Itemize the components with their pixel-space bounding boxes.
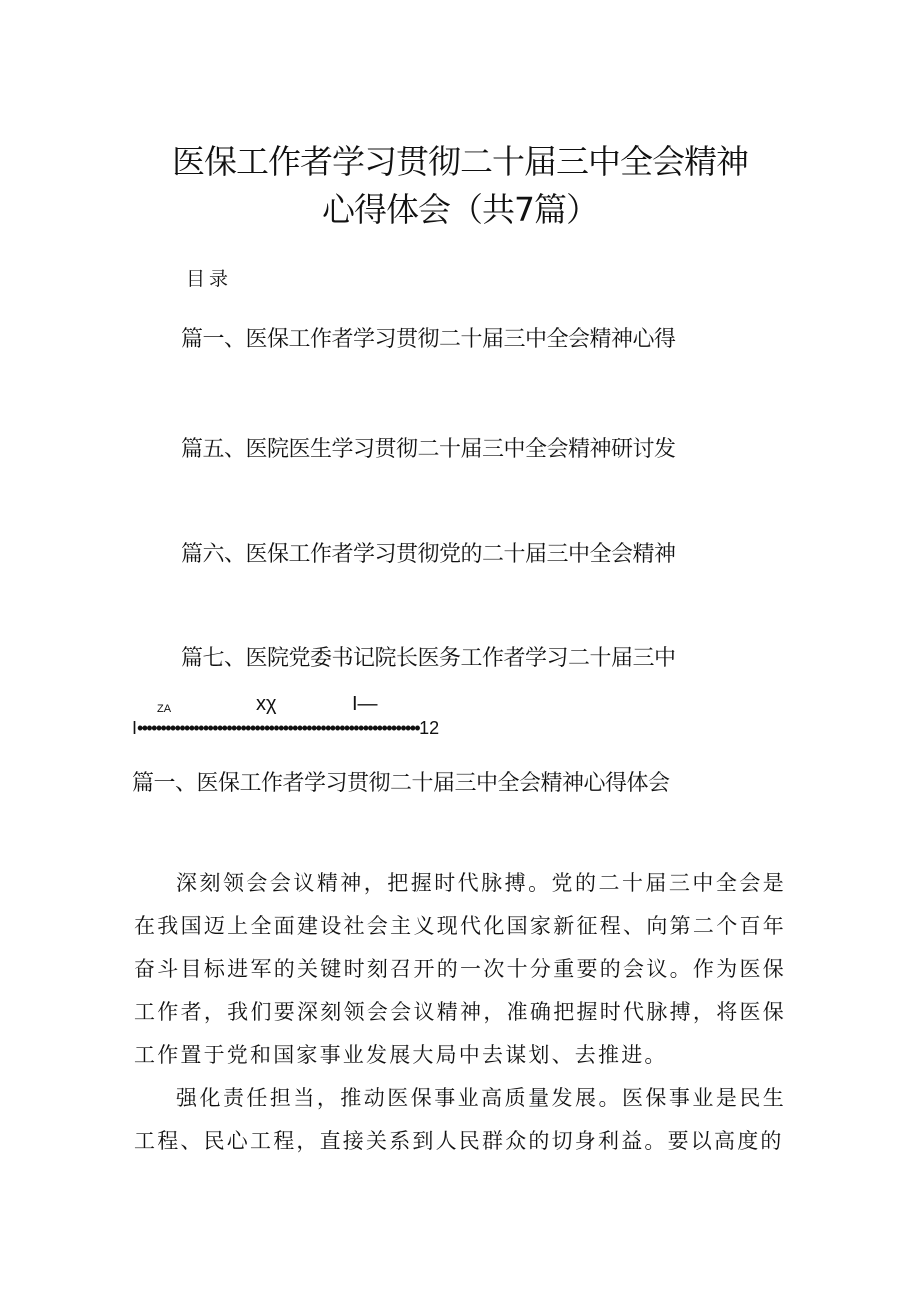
toc-artifact-text: ZA [157, 703, 172, 715]
toc-page-number: 12 [419, 718, 440, 738]
toc-heading: 目录 [186, 268, 233, 290]
toc-item-5[interactable]: 篇五、医院医生学习贯彻二十届三中全会精神研讨发 [181, 437, 676, 462]
toc-leader-dots: •••••••••••••••••••••••••••••••••••••••••••••••••••••••••••• [137, 718, 420, 738]
section-heading: 篇一、医保工作者学习贯彻二十届三中全会精神心得体会 [132, 771, 670, 796]
toc-leader-line [132, 718, 612, 739]
body-text [134, 862, 786, 1163]
toc-item-7[interactable]: 篇七、医院党委书记院长医务工作者学习二十届三中 [181, 646, 676, 671]
document-title-line-1: 医保工作者学习贯彻二十届三中全会精神 [172, 142, 748, 181]
body-paragraph: 深刻领会会议精神，把握时代脉搏。党的二十届三中全会是在我国迈上全面建设社会主义现代化国家新征程、向第二个百年奋斗目标进军的关键时刻召开的一次十分重要的会议。作为医保工作者，我们要深刻领会会议精神，准确把握时代脉搏，将医保工作置于党和国家事业发展大局中去谋划、去推进。 [134, 871, 786, 1067]
document-title [0, 138, 920, 234]
toc-artifact-text: xχ [256, 693, 277, 715]
body-paragraph: 强化责任担当，推动医保事业高质量发展。医保事业是民生工程、民心工程，直接关系到人民群众的切身利益。要以高度的 [134, 1086, 786, 1153]
toc-artifact-text: I— [352, 693, 378, 715]
toc-leader-start: I [132, 718, 138, 738]
toc-item-6[interactable]: 篇六、医保工作者学习贯彻党的二十届三中全会精神 [181, 542, 676, 567]
document-title-line-2: 心得体会（共7篇） [322, 190, 598, 229]
toc-item-1[interactable]: 篇一、医保工作者学习贯彻二十届三中全会精神心得 [181, 327, 676, 352]
